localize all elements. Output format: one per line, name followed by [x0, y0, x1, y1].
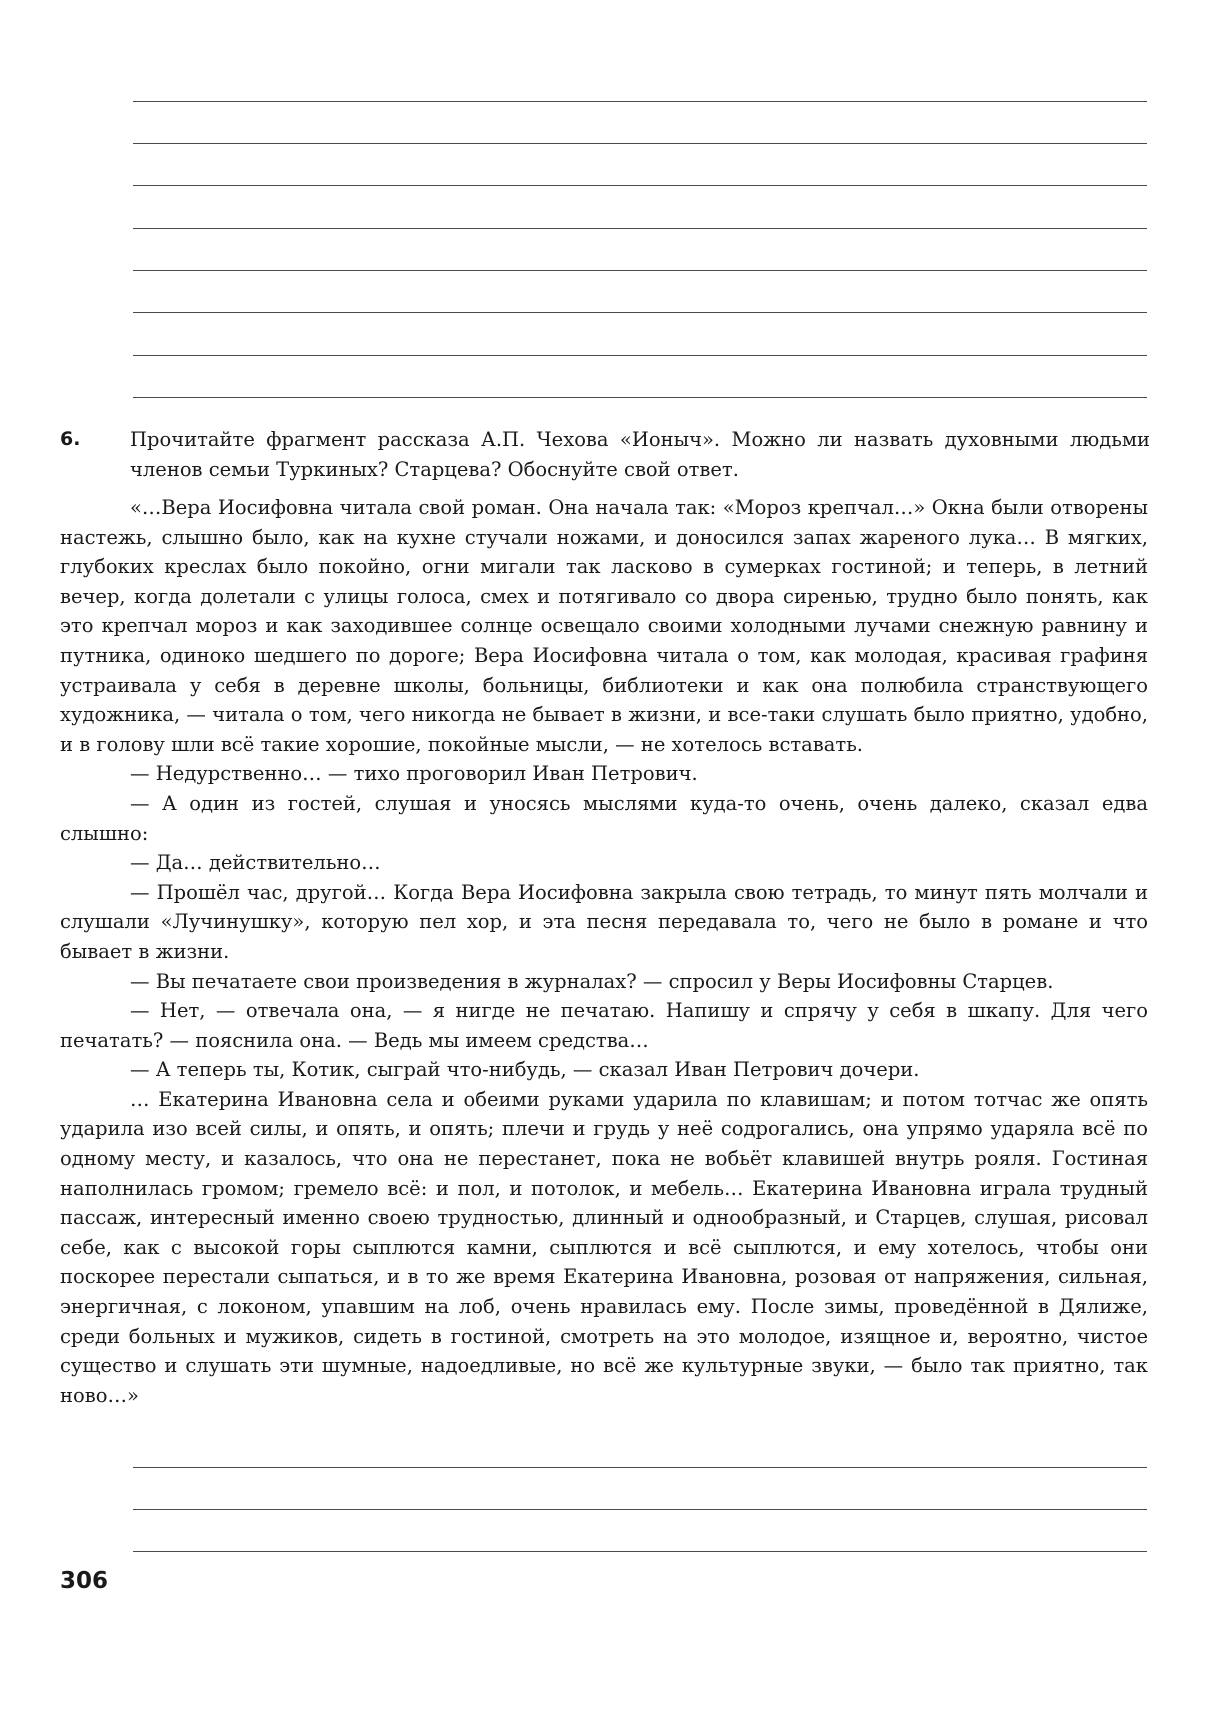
excerpt-paragraph: — Нет, — отвечала она, — я нигде не печатаю. Напишу и спрячу у себя в шкапу. Для чего печатать? — пояснила она. — Ведь мы имеем средства…	[60, 999, 1148, 1052]
answer-line	[133, 101, 1147, 102]
answer-line	[133, 312, 1147, 313]
story-excerpt	[60, 493, 1148, 1410]
excerpt-paragraph: — Вы печатаете свои произведения в журналах? — спросил у Веры Иосифовны Старцев.	[130, 969, 1054, 993]
page-number: 306	[60, 1568, 109, 1594]
excerpt-paragraph: — А теперь ты, Котик, сыграй что-нибудь, — сказал Иван Петрович дочери.	[130, 1058, 920, 1082]
excerpt-paragraph: — А один из гостей, слушая и уносясь мыслями куда-то очень, очень далеко, сказал едва слышно:	[60, 791, 1148, 845]
answer-line	[133, 1467, 1147, 1468]
answer-line	[133, 1551, 1147, 1552]
excerpt-paragraph: — Недурственно… — тихо проговорил Иван Петрович.	[130, 762, 698, 786]
excerpt-paragraph: «…Вера Иосифовна читала свой роман. Она начала так: «Мороз крепчал…» Окна были отворены настежь, слышно было, как на кухне стучали ножами, и доносился запах жареного лука… В мягких, глубоких креслах было покойно, огни мигали так ласково в сумерках гостиной; и теперь, в летний вечер, когда долетали с улицы голоса, смех и потягивало со двора сиренью, трудно было понять, как это крепчал мороз и как заходившее солнце освещало своими холодными лучами снежную равнину и путника, одиноко шедшего по дороге; Вера Иосифовна читала о том, как молодая, красивая графиня устраивала у себя в деревне школы, больницы, библиотеки и как она полюбила странствующего художника, — читала о том, чего никогда не бывает в жизни, и все-таки слушать было приятно, удобно, и в голову шли всё такие хорошие, покойные мысли, — не хотелось вставать.	[60, 496, 1148, 756]
task-number: 6.	[60, 428, 81, 450]
task-question: Прочитайте фрагмент рассказа А.П. Чехова «Ионыч». Можно ли назвать духовными людьми членов семьи Туркиных? Старцева? Обоснуйте свой ответ.	[130, 428, 1150, 481]
answer-line	[133, 355, 1147, 356]
excerpt-paragraph: — Да… действительно…	[130, 851, 381, 875]
task-block	[60, 425, 1150, 484]
answer-line	[133, 228, 1147, 229]
answer-line	[133, 397, 1147, 398]
excerpt-paragraph: … Екатерина Ивановна села и обеими руками ударила по клавишам; и потом тотчас же опять ударила изо всей силы, и опять, и опять; плечи и грудь у неё содрогались, она упрямо ударяла всё по одному месту, и казалось, что она не перестанет, пока не вобьёт клавишей внутрь рояля. Гостиная наполнилась громом; гремело всё: и пол, и потолок, и мебель… Екатерина Ивановна играла трудный пассаж, интересный именно своею трудностью, длинный и однообразный, и Старцев, слушая, рисовал себе, как с высокой горы сыплются камни, сыплются и всё сыплются, и ему хотелось, чтобы они поскорее перестали сыпаться, и в то же время Екатерина Ивановна, розовая от напряжения, сильная, энергичная, с локоном, упавшим на лоб, очень нравилась ему. После зимы, проведённой в Дялиже, среди больных и мужиков, сидеть в гостиной, смотреть на это молодое, изящное и, вероятно, чистое существо и слушать эти шумные, надоедливые, но всё же культурные звуки, — было так приятно, так ново…»	[60, 1087, 1148, 1407]
excerpt-paragraph: — Прошёл час, другой… Когда Вера Иосифовна закрыла свою тетрадь, то минут пять молчали и слушали «Лучинушку», которую пел хор, и эта песня передавала то, чего не было в романе и что бывает в жизни.	[60, 880, 1148, 963]
answer-line	[133, 185, 1147, 186]
answer-line	[133, 1509, 1147, 1510]
answer-line	[133, 270, 1147, 271]
answer-line	[133, 143, 1147, 144]
